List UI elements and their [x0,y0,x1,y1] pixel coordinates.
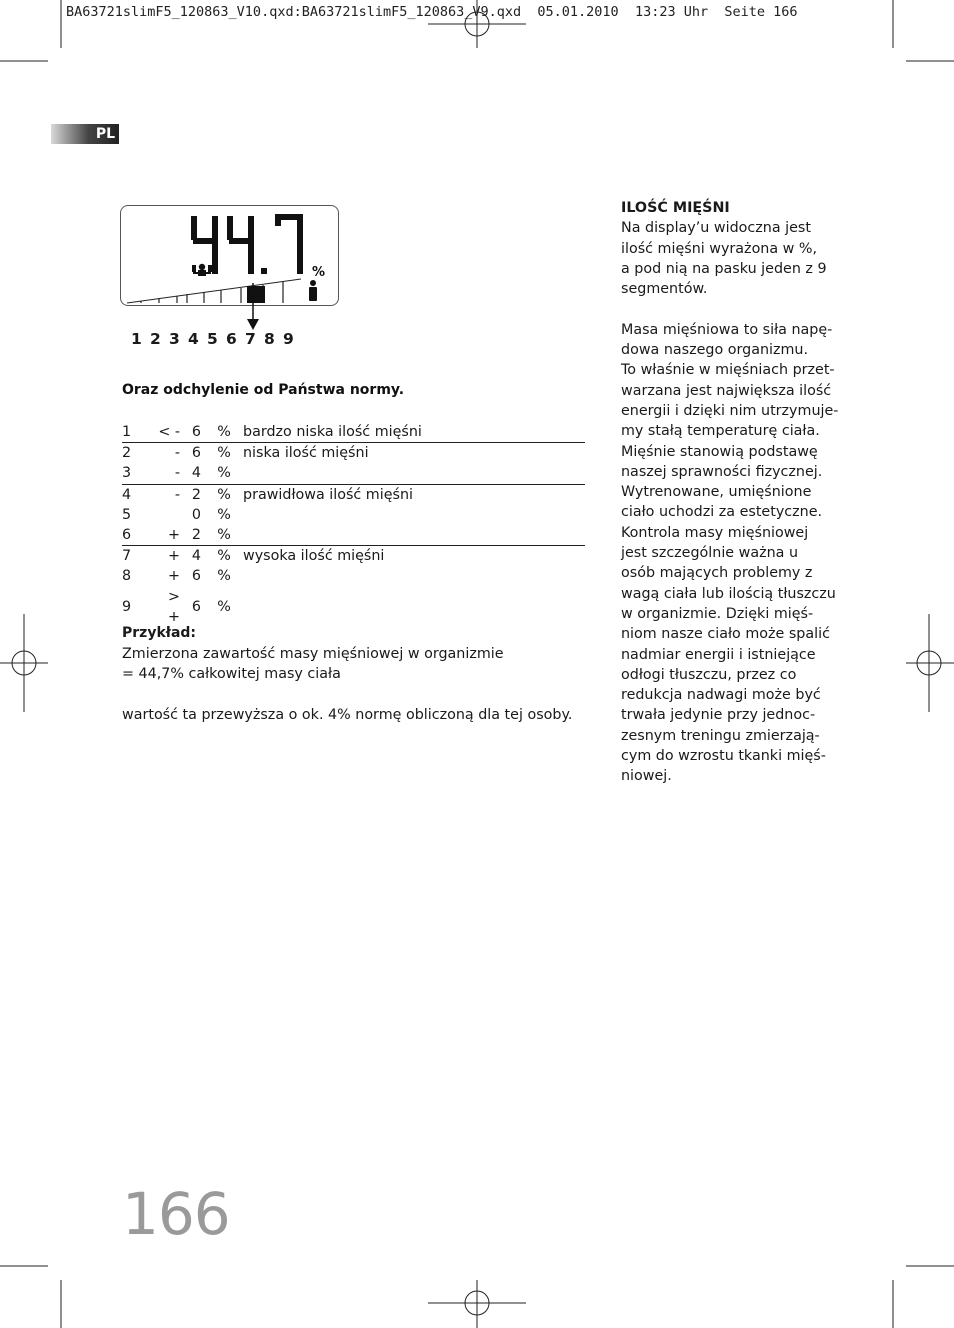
table-row [122,463,585,484]
text-line: warzana jest największa ilość [621,382,832,399]
row-sign: < - [158,424,180,440]
row-value: 2 [191,527,201,544]
segment-number: 3 [169,330,180,348]
text-line: Wytrenowane, umięśnione [621,484,812,501]
muscle-icon [192,264,212,276]
page-number: 166 [122,1180,230,1248]
text-line: jest szczególnie ważna u [621,545,799,562]
row-number: 9 [122,598,132,615]
text-line: To właśnie w mięśniach przet- [621,362,835,379]
row-number: 1 [122,424,132,440]
text-line: osób mających problemy z [621,565,813,582]
text-line: a pod nią na pasku jeden z 9 [621,260,827,277]
example-line: wartość ta przewyższa o ok. 4% normę obliczoną dla tej osoby. [122,706,573,723]
text-line: wagą ciała lub ilością tłuszczu [621,585,836,602]
row-percent: % [217,465,231,482]
row-description [243,525,585,546]
text-line: energii i dzięki nim utrzymuje- [621,402,839,419]
row-number: 8 [122,568,132,585]
row-value: 0 [191,506,201,523]
row-value: 4 [189,546,201,567]
row-number: 5 [122,506,132,523]
row-number: 4 [122,484,158,505]
text-line: naszej sprawności fizycznej. [621,463,823,480]
table-row [122,525,585,546]
row-description [243,463,585,484]
row-sign: - [158,443,189,464]
text-line: w organizmie. Dzięki mięś- [621,605,814,622]
text-line: Masa mięśniowa to siła napę- [621,321,833,338]
person-icon [309,280,317,301]
row-percent: % [201,484,243,505]
row-value: 2 [189,484,201,505]
row-description [243,587,585,627]
segment-numbers [131,330,301,348]
text-line: Na display’u widoczna jest [621,220,811,237]
row-sign: - [174,465,180,482]
row-percent: % [217,424,231,440]
table-row [122,443,585,464]
text-line: Kontrola masy mięśniowej [621,524,809,541]
row-value: 6 [191,598,201,615]
row-percent: % [217,598,231,615]
row-percent: % [217,568,231,585]
text-line: dowa naszego organizmu. [621,342,809,359]
row-value: 4 [191,465,201,482]
row-sign: + [168,568,180,585]
language-tab: PL [51,124,119,144]
row-description: bardzo niska ilość mięśni [243,424,422,440]
table-row [122,546,585,567]
row-description: niska ilość mięśni [243,443,585,464]
text-line: Mięśnie stanowią podstawę [621,443,818,460]
text-line: ilość mięśni wyrażona w %, [621,240,818,257]
text-line: niom nasze ciało może spalić [621,626,830,643]
text-line: my stałą temperaturę ciała. [621,423,820,440]
row-value: 6 [191,568,201,585]
text-line: nadmiar energii i istniejące [621,646,816,663]
table-row [122,587,585,627]
table-row [122,422,585,443]
row-sign [158,505,189,525]
table-row [122,505,585,525]
table-row [122,566,585,586]
segment-number: 1 [131,330,142,348]
norms-table [122,422,585,627]
row-description [243,566,585,586]
row-number: 6 [122,527,132,544]
row-percent: % [217,527,231,544]
row-value: 6 [191,424,201,440]
row-number: 7 [122,546,158,567]
text-line: cym do wzrostu tkanki mięś- [621,748,826,765]
example-line: = 44,7% całkowitej masy ciała [122,666,341,683]
display-reading-digits [191,214,303,274]
row-sign: > + [168,588,180,625]
segment-number: 9 [283,330,294,348]
row-description: wysoka ilość mięśni [243,546,585,567]
segment-number: 7 [245,330,256,348]
row-value: 6 [189,443,201,464]
segment-number: 2 [150,330,161,348]
row-number: 2 [122,443,158,464]
example-line: Zmierzona zawartość masy mięśniowej w organizmie [122,646,504,662]
text-line: niowej. [621,768,672,785]
section-heading: ILOŚĆ MIĘŚNI [621,200,730,216]
segment-number: 5 [207,330,218,348]
deviation-heading: Oraz odchylenie od Państwa normy. [122,382,405,398]
example-text [122,644,592,725]
display-unit: % [312,265,326,280]
scale-display-illustration [120,205,339,306]
text-line: trwała jedynie przy jednoc- [621,707,816,724]
row-sign: + [158,546,189,567]
right-column [621,198,846,787]
text-line: segmentów. [621,281,708,298]
row-sign: - [158,484,189,505]
segment-number: 6 [226,330,237,348]
row-number: 3 [122,465,132,482]
text-line: zesnym treningu zmierzają- [621,727,820,744]
text-line: redukcja nadwagi może być [621,687,821,704]
example-heading: Przykład: [122,625,197,641]
text-line: ciało uchodzi za estetyczne. [621,504,823,521]
text-line: odłogi tłuszczu, przez co [621,666,797,683]
row-description: prawidłowa ilość mięśni [243,484,585,505]
segment-number: 8 [264,330,275,348]
row-sign: + [168,527,180,544]
print-header: BA63721slimF5_120863_V10.qxd:BA63721slimF5_120863_V9.qxd 05.01.2010 13:23 Uhr Seite 166 [66,4,798,20]
segment-number: 4 [188,330,199,348]
row-percent: % [201,546,243,567]
table-row [122,484,585,505]
row-percent: % [201,443,243,464]
row-percent: % [217,506,231,523]
segment-pointer-arrow [240,283,268,333]
row-description [243,505,585,525]
